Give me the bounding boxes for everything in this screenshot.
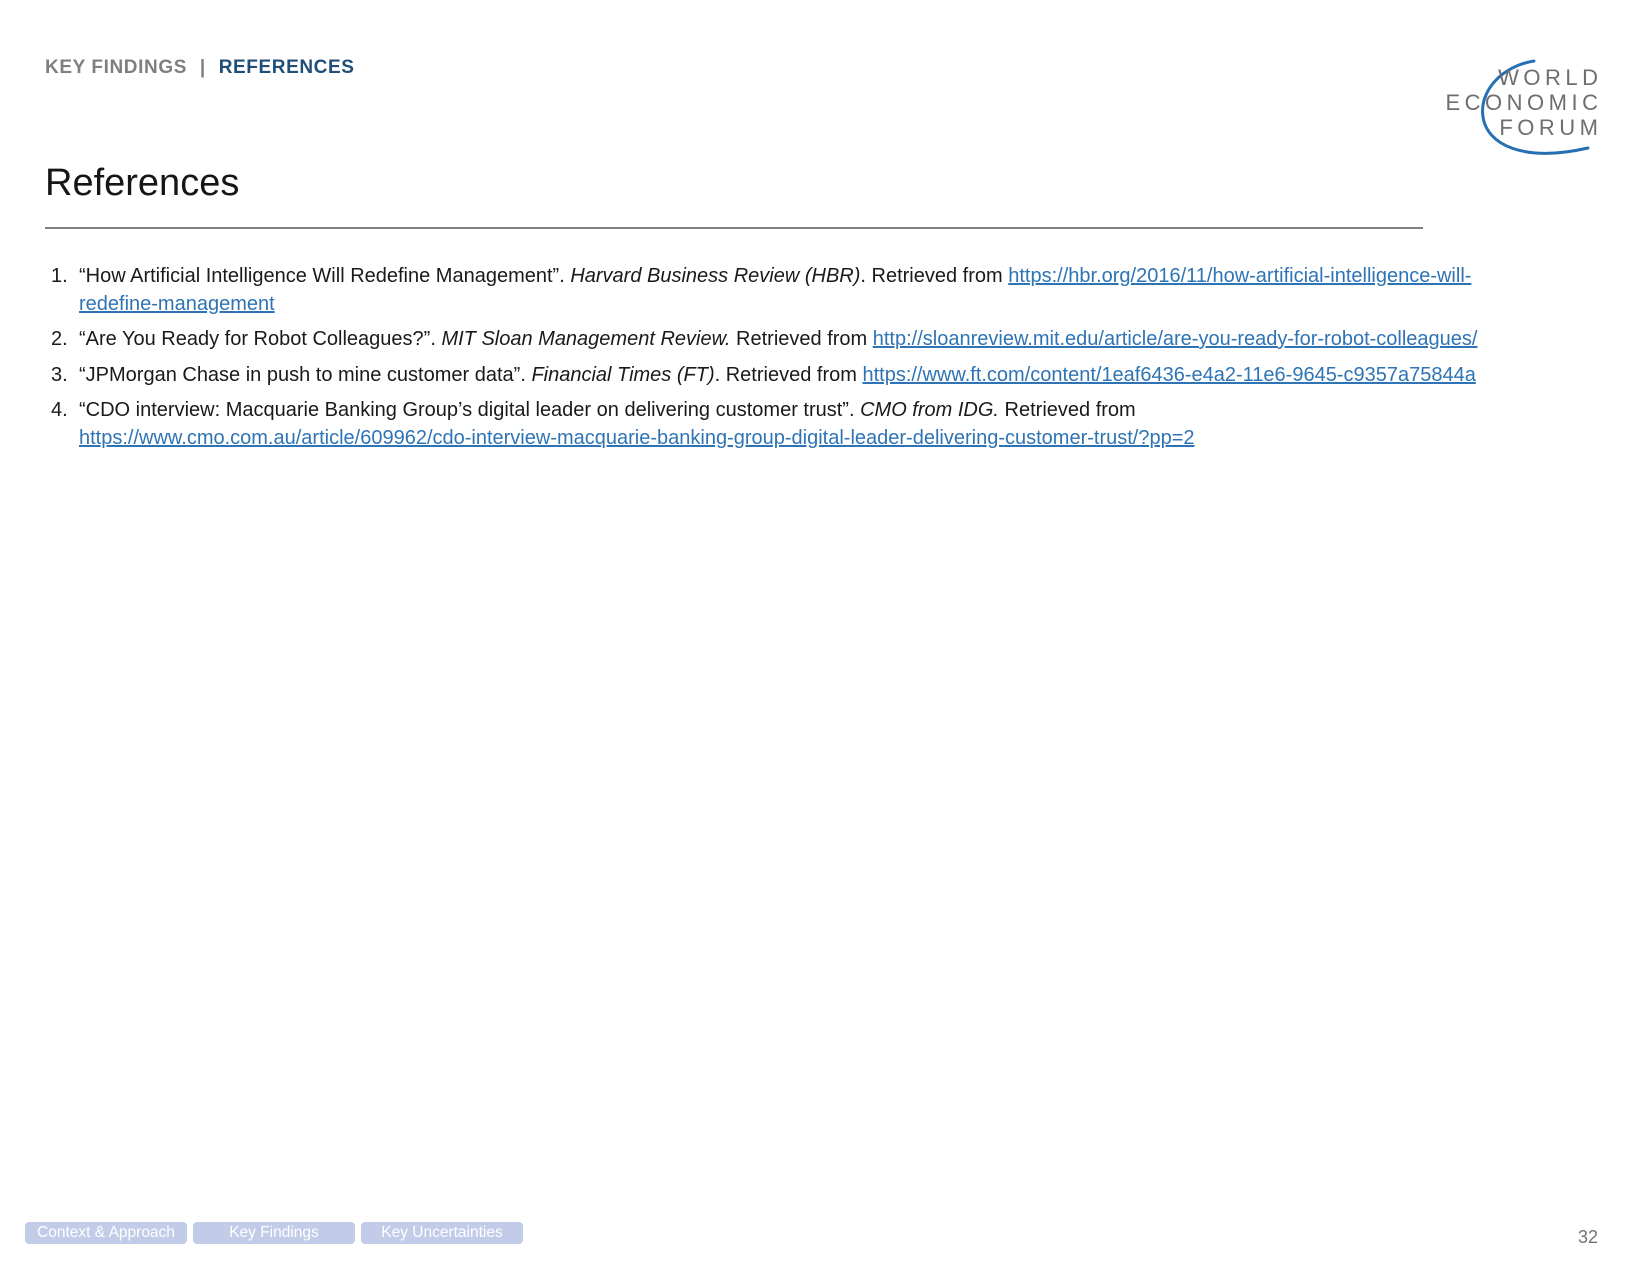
wef-logo-line1: WORLD (1498, 65, 1603, 90)
reference-number: 4. (51, 399, 68, 421)
breadcrumb-current: REFERENCES (218, 57, 355, 78)
page-number: 32 (1578, 1227, 1599, 1247)
reference-text: Retrieved from (998, 399, 1136, 421)
reference-number: 2. (51, 328, 68, 350)
footer-nav-context-approach[interactable]: Context & Approach (25, 1222, 187, 1244)
reference-text: “Are You Ready for Robot Colleagues?”. (79, 328, 442, 350)
reference-text: “CDO interview: Macquarie Banking Group’s digital leader on delivering customer trust”. (79, 399, 861, 421)
reference-link[interactable]: https://hbr.org/2016/11/how-artificial-intelligence-will-redefine-management (79, 265, 1472, 315)
reference-item (45, 263, 1523, 318)
breadcrumb (45, 57, 355, 79)
footer-nav-key-findings[interactable]: Key Findings (193, 1222, 355, 1244)
wef-logo-line2: ECONOMIC (1445, 90, 1603, 115)
reference-source: CMO from IDG. (860, 399, 999, 421)
reference-text: . Retrieved from (714, 363, 863, 386)
reference-item (45, 326, 1523, 354)
breadcrumb-separator: | (199, 57, 206, 78)
reference-text: “JPMorgan Chase in push to mine customer data”. (79, 363, 532, 386)
reference-text: “How Artificial Intelligence Will Redefine Management”. (79, 265, 571, 287)
reference-link[interactable]: https://www.cmo.com.au/article/609962/cdo-interview-macquarie-banking-group-digital-leader-delivering-customer-trust/?pp=2 (79, 426, 1195, 449)
reference-source: Financial Times (FT) (531, 363, 715, 386)
reference-source: Harvard Business Review (HBR) (570, 265, 861, 287)
footer-nav-key-uncertainties[interactable]: Key Uncertainties (361, 1222, 523, 1244)
reference-item (45, 362, 1523, 390)
reference-text: . Retrieved from (860, 265, 1009, 287)
reference-source: MIT Sloan Management Review. (441, 328, 731, 350)
page-title: References (45, 162, 240, 204)
footer-nav (25, 1222, 523, 1244)
breadcrumb-section: KEY FINDINGS (45, 57, 187, 78)
wef-logo (1422, 55, 1603, 173)
wef-logo-text (1446, 65, 1603, 140)
wef-logo-line3: FORUM (1499, 115, 1603, 140)
reference-item (45, 397, 1523, 452)
references-list (45, 263, 1523, 460)
title-rule (45, 227, 1423, 229)
reference-text: Retrieved from (730, 328, 873, 350)
reference-link[interactable]: http://sloanreview.mit.edu/article/are-you-ready-for-robot-colleagues/ (872, 328, 1478, 350)
reference-number: 3. (51, 363, 68, 386)
reference-link[interactable]: https://www.ft.com/content/1eaf6436-e4a2-11e6-9645-c9357a75844a (862, 363, 1476, 386)
reference-number: 1. (51, 265, 68, 287)
